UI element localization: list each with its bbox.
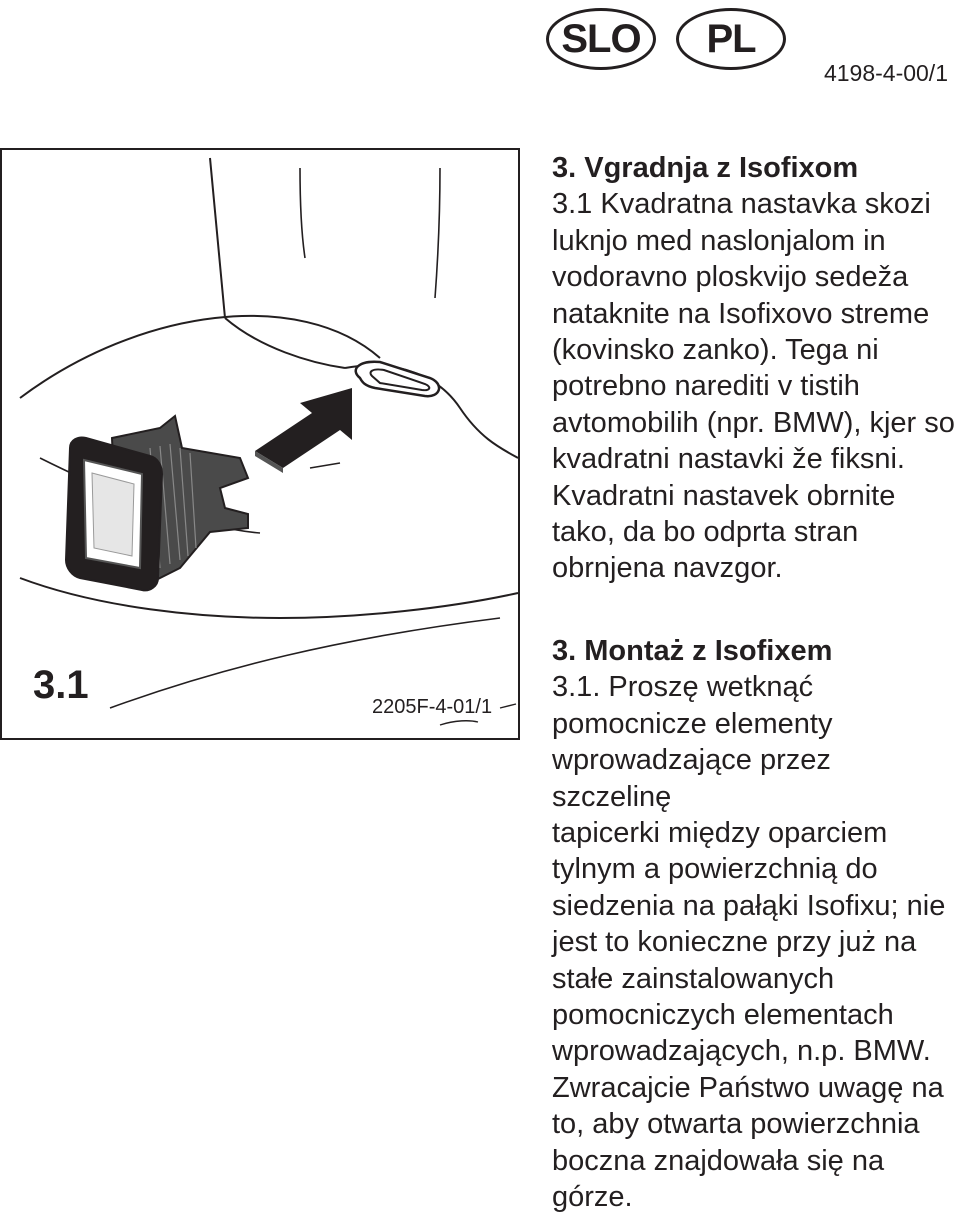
slovenian-line: kvadratni nastavki že fiksni. xyxy=(552,443,905,476)
slovenian-line: tako, da bo odprta stran xyxy=(552,516,859,549)
polish-line: 3.1. Proszę wetknąć xyxy=(552,671,814,704)
document-code: 4198-4-00/1 xyxy=(823,60,948,86)
polish-instructions xyxy=(552,633,957,1216)
isofix-guide-drawing xyxy=(0,148,520,740)
polish-line: pomocniczych elementach xyxy=(552,999,894,1032)
slovenian-heading: 3. Vgradnja z Isofixom xyxy=(552,152,859,184)
slovenian-line: potrebno narediti v tistih xyxy=(552,370,860,403)
polish-line: górze. xyxy=(552,1181,633,1214)
polish-line: stałe zainstalowanych xyxy=(552,962,835,995)
slovenian-line: nataknite na Isofixovo streme xyxy=(552,297,930,330)
polish-line: siedzenia na pałąki Isofixu; nie xyxy=(552,889,946,922)
slovenian-instructions xyxy=(552,150,957,587)
slovenian-line: 3.1 Kvadratna nastavka skozi xyxy=(552,188,931,221)
slovenian-line: Kvadratni nastavek obrnite xyxy=(552,479,896,512)
slovenian-line: obrnjena navzgor. xyxy=(552,552,783,585)
polish-line: tapicerki między oparciem xyxy=(552,817,888,850)
figure-number: 3.1 xyxy=(33,663,89,707)
language-badges xyxy=(546,8,786,74)
polish-line: jest to konieczne przy już na xyxy=(552,926,917,959)
polish-line: to, aby otwarta powierzchnia xyxy=(552,1108,920,1141)
slovenian-line: (kovinsko zanko). Tega ni xyxy=(552,334,879,367)
polish-line: tylnym a powierzchnią do xyxy=(552,853,878,886)
language-badge-pl: PL xyxy=(676,8,786,70)
slovenian-line: vodoravno ploskvijo sedeža xyxy=(552,261,909,294)
polish-line: wprowadzających, n.p. BMW. xyxy=(552,1035,931,1068)
polish-line: pomocnicze elementy xyxy=(552,707,833,740)
figure-code: 2205F-4-01/1 xyxy=(372,696,493,718)
polish-line: wprowadzające przez szczelinę xyxy=(552,744,831,813)
polish-line: Zwracajcie Państwo uwagę na xyxy=(552,1071,944,1104)
slovenian-line: avtomobilih (npr. BMW), kjer so xyxy=(552,406,955,439)
installation-illustration xyxy=(0,148,520,740)
slovenian-line: luknjo med naslonjalom in xyxy=(552,224,886,257)
polish-heading: 3. Montaż z Isofixem xyxy=(552,635,833,667)
language-badge-slo: SLO xyxy=(546,8,656,70)
polish-line: boczna znajdowała się na xyxy=(552,1144,885,1177)
